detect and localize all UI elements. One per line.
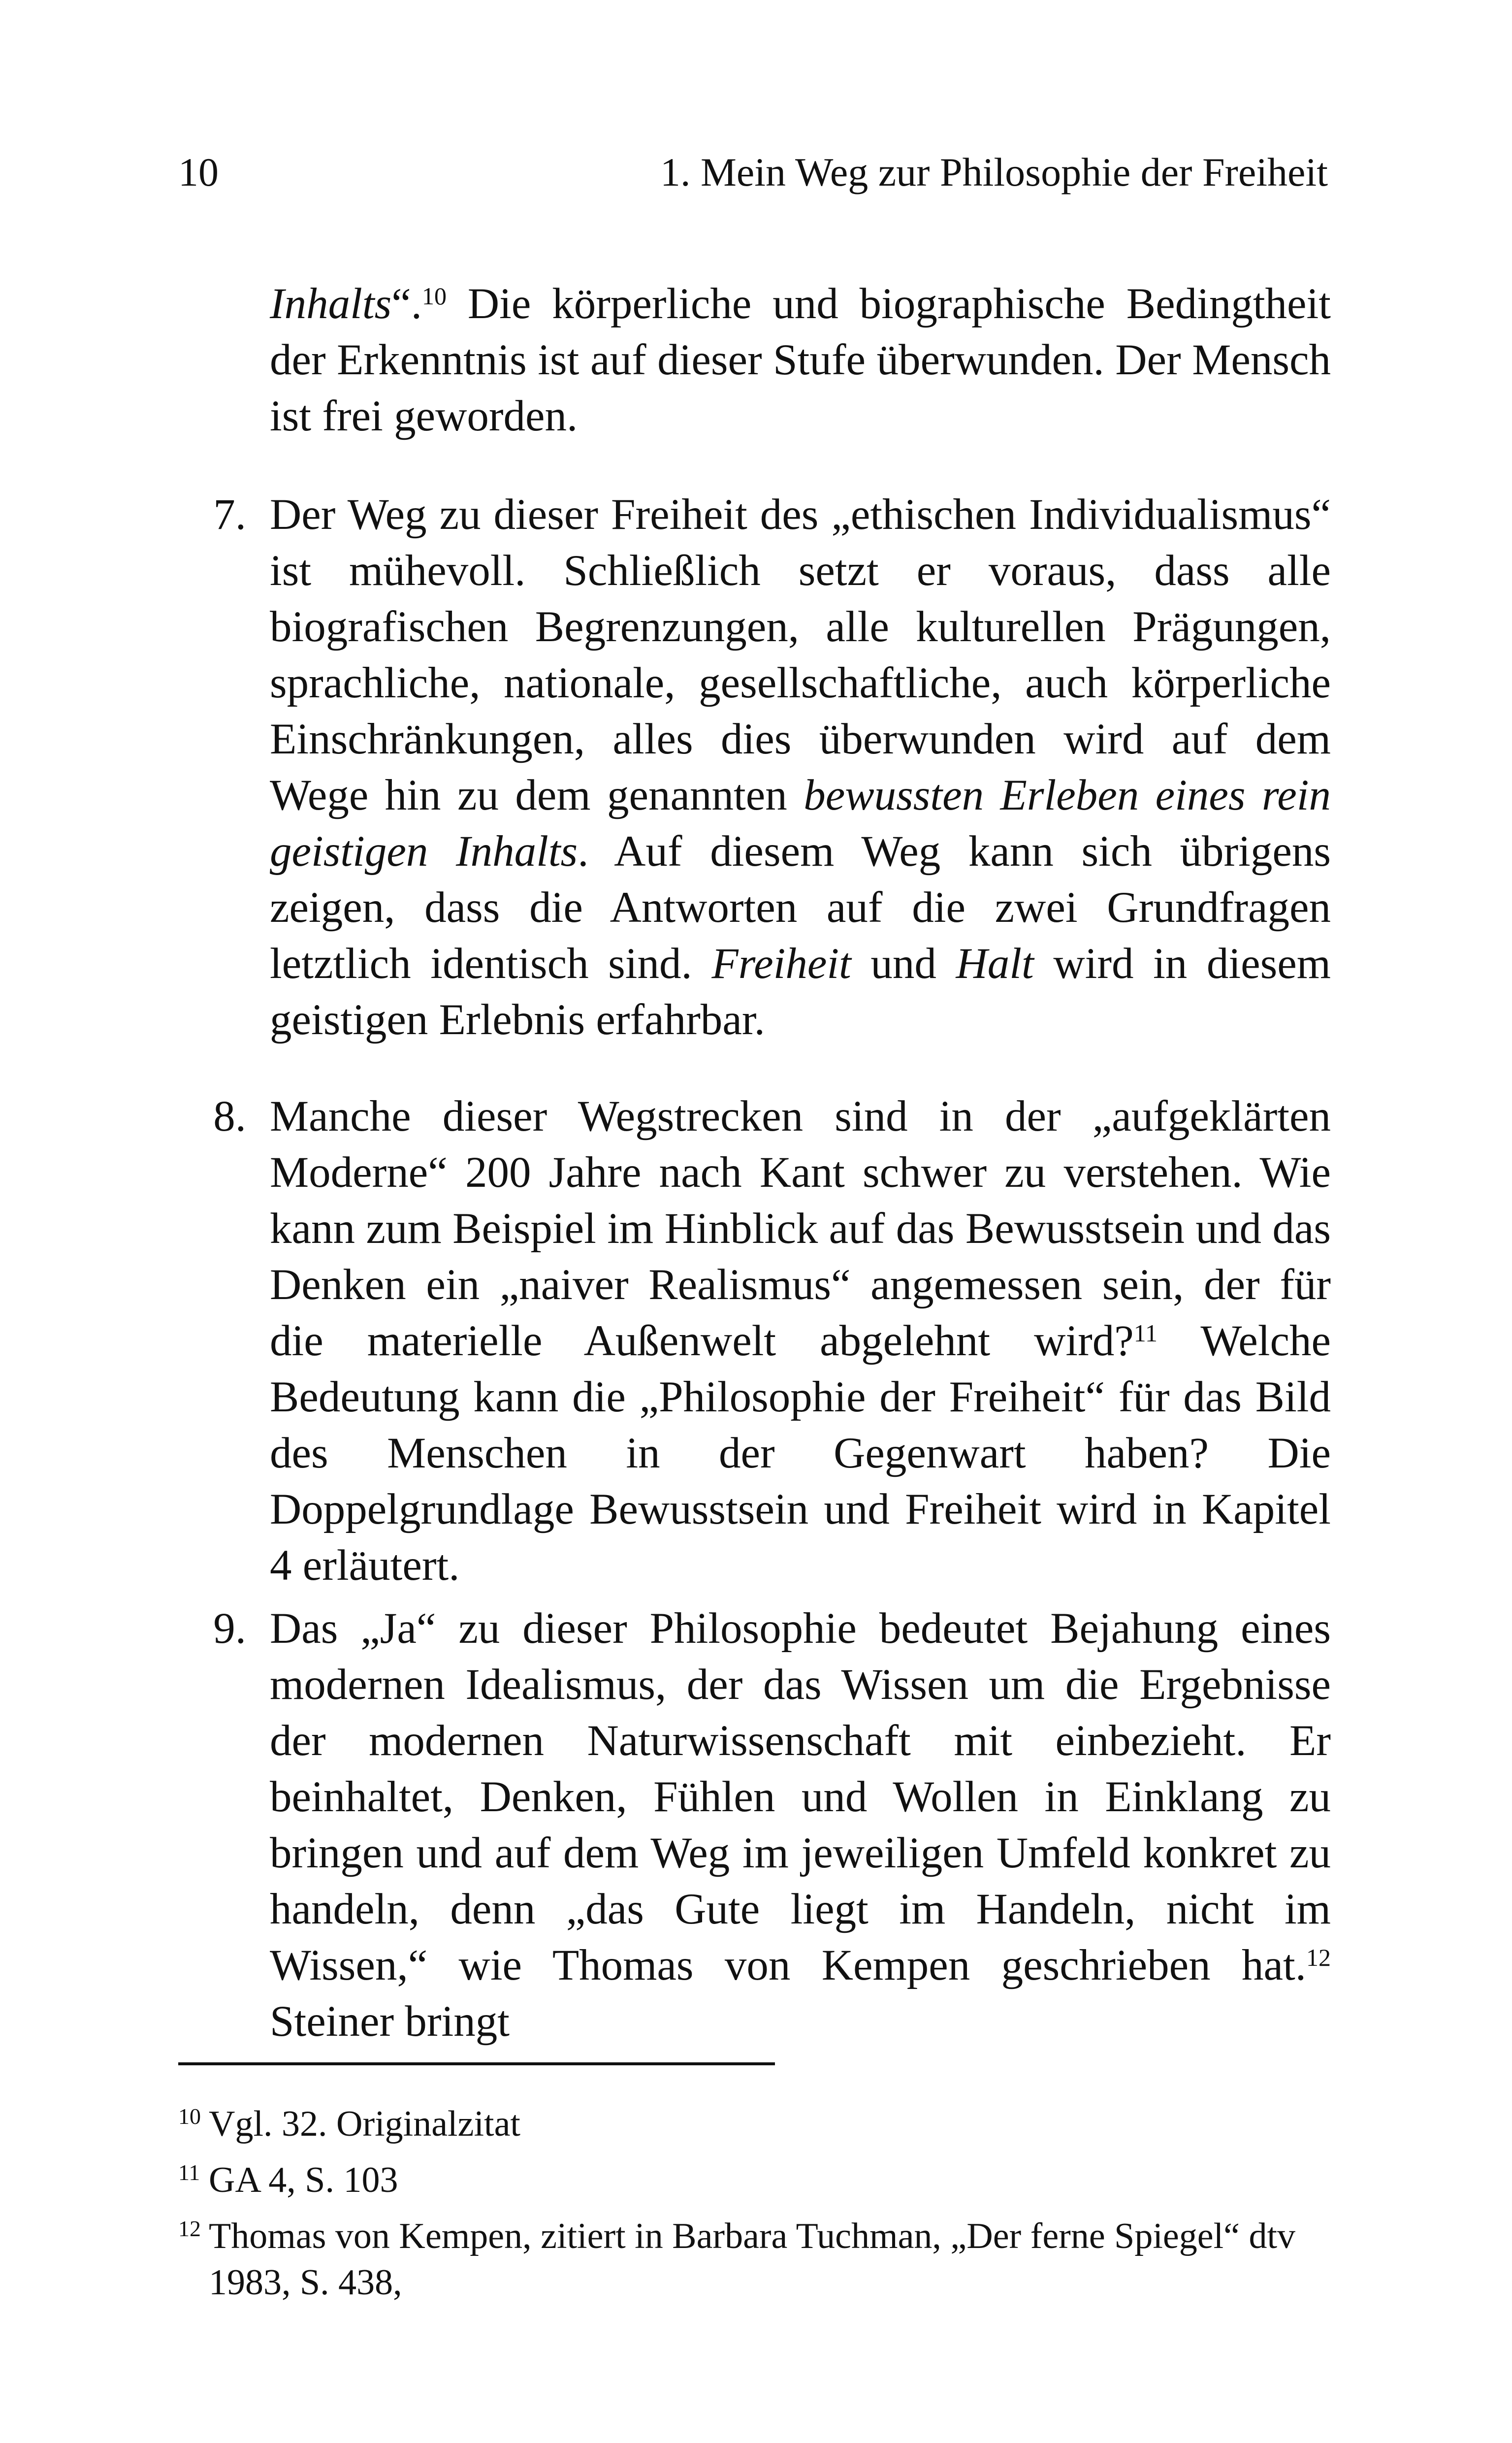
footnote-ref-11[interactable]: 11 (1133, 1319, 1158, 1347)
list-item-text (270, 487, 1331, 1048)
intro-quote: “. (391, 280, 422, 328)
footnote-text: GA 4, S. 103 (209, 2160, 398, 2200)
footnote-text: Vgl. 32. Originalzitat (209, 2104, 520, 2144)
page-number: 10 (178, 150, 219, 195)
running-head: 1. Mein Weg zur Philosophie der Freiheit (660, 150, 1328, 195)
text-run: Welche Bedeutung kann die „Philosophie der Freiheit“ für das Bild des Menschen in der Gegenwart haben? Die Doppelgrundlage Bewusstsein und Freiheit wird in Kapitel 4 erläutert. (270, 1317, 1331, 1590)
footnote-text: Thomas von Kempen, zitiert in Barbara Tuchman, „Der ferne Spiegel“ dtv (209, 2216, 1296, 2256)
intro-italic: Inhalts (270, 280, 392, 328)
italic-run: Halt (956, 940, 1034, 988)
text-run: Der Weg zu dieser Freiheit des „ethischen Individualismus“ ist mühevoll. Schließlich setzt er voraus, dass alle biografischen Begrenzungen, alle kulturellen Prägungen, sprachliche, nationale, gesellschaftliche, auch körperliche Einschränkungen, alles dies überwunden wird auf dem Wege hin zu dem genannten (270, 490, 1331, 819)
footnote-11: 11 GA 4, S. 103 (178, 2160, 398, 2200)
list-item-number: 7. (213, 490, 246, 539)
text-run: Steiner bringt (270, 1997, 510, 2046)
intro-paragraph (270, 276, 1331, 444)
footnote-divider (178, 2062, 775, 2065)
list-item-text (270, 1088, 1331, 1594)
text-run: und (851, 940, 956, 988)
footnote-text-continued: 1983, S. 438, (209, 2262, 402, 2303)
footnote-ref-12[interactable]: 12 (1306, 1944, 1331, 1971)
footnote-10: 10 Vgl. 32. Originalzitat (178, 2104, 520, 2144)
text-run: . Auf diesem Weg kann sich übrigens zeigen, dass die Antworten auf die zwei Grundfragen letztlich identisch sind. (270, 827, 1331, 988)
list-item-text (270, 1600, 1331, 2050)
list-item-number: 9. (213, 1604, 246, 1653)
text-run: wird in diesem geistigen Erlebnis erfahrbar. (270, 940, 1331, 1044)
italic-run: Freiheit (711, 940, 851, 988)
intro-text: Die körperliche und biographische Bedingtheit der Erkenntnis ist auf dieser Stufe überwunden. Der Mensch ist frei geworden. (270, 280, 1331, 440)
list-item-number: 8. (213, 1092, 246, 1140)
footnote-12: 12 Thomas von Kempen, zitiert in Barbara Tuchman, „Der ferne Spiegel“ dtv 1983, S. 438, (178, 2213, 1328, 2306)
footnote-ref-10[interactable]: 10 (422, 282, 447, 310)
text-run: Manche dieser Wegstrecken sind in der „aufgeklärten Moderne“ 200 Jahre nach Kant schwer zu verstehen. Wie kann zum Beispiel im Hinblick auf das Bewusstsein und das Denken ein „naiver Realismus“ angemessen sein, der für die materielle Außenwelt abgelehnt wird? (270, 1092, 1331, 1365)
italic-run: bewussten Erleben eines rein geistigen Inhalts (270, 771, 1331, 876)
text-run: Das „Ja“ zu dieser Philosophie bedeutet Bejahung eines modernen Idealismus, der das Wissen um die Ergebnisse der modernen Naturwissenschaft mit einbezieht. Er beinhaltet, Denken, Fühlen und Wollen in Einklang zu bringen und auf dem Weg im jeweiligen Umfeld konkret zu handeln, denn „das Gute liegt im Handeln, nicht im Wissen,“ wie Thomas von Kempen geschrieben hat. (270, 1604, 1331, 1989)
